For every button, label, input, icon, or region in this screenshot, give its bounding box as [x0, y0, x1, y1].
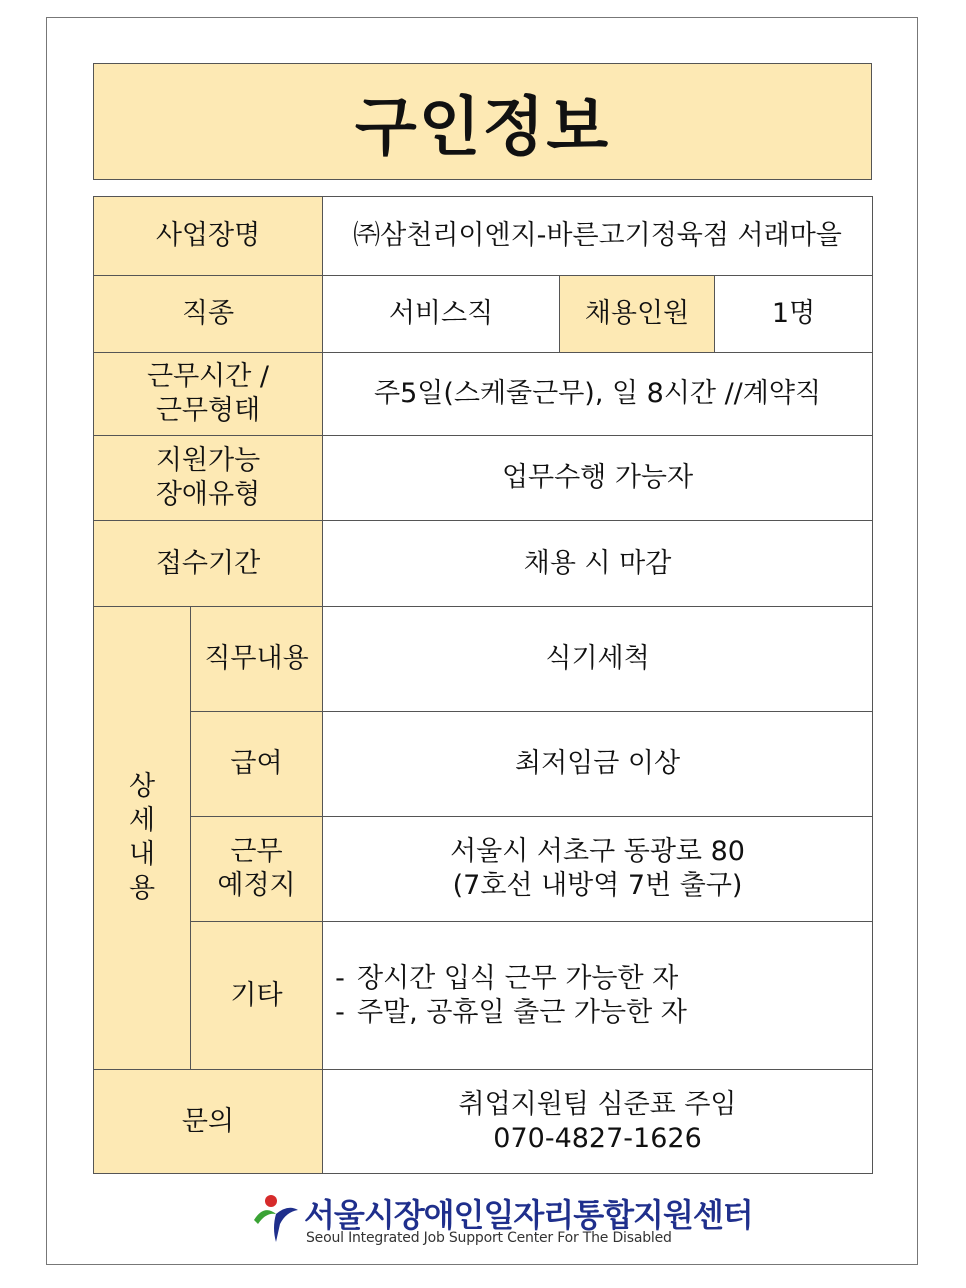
contact-label: 문의	[94, 1070, 323, 1174]
period-label: 접수기간	[94, 521, 323, 607]
details-label-char: 내	[128, 839, 156, 870]
details-label-char: 세	[128, 805, 156, 836]
row-job-type	[94, 276, 873, 353]
location-label	[191, 817, 323, 922]
details-group-label	[94, 607, 191, 1070]
row-salary	[94, 712, 873, 817]
contact-person: 취업지원팀 심준표 주임	[458, 1088, 737, 1120]
title-banner	[93, 63, 872, 180]
location-value-line2: (7호선 내방역 7번 출구)	[452, 870, 743, 901]
row-work-hours	[94, 353, 873, 436]
row-disability	[94, 436, 873, 521]
work-hours-label	[94, 353, 323, 436]
etc-item-text: 장시간 입식 근무 가능한 자	[357, 962, 679, 994]
row-contact	[94, 1070, 873, 1174]
work-hours-value: 주5일(스케줄근무), 일 8시간 //계약직	[323, 353, 873, 436]
etc-item-text: 주말, 공휴일 출근 가능한 자	[357, 996, 687, 1028]
location-label-line1: 근무	[230, 836, 283, 867]
etc-item	[323, 962, 872, 996]
disability-value: 업무수행 가능자	[323, 436, 873, 521]
page-title: 구인정보	[354, 90, 611, 165]
job-type-label: 직종	[94, 276, 323, 353]
etc-item	[323, 996, 872, 1030]
duty-value: 식기세척	[323, 607, 873, 712]
location-label-line2: 예정지	[217, 870, 296, 901]
period-value: 채용 시 마감	[323, 521, 873, 607]
job-info-table	[93, 196, 873, 1174]
row-period	[94, 521, 873, 607]
salary-value: 최저임금 이상	[323, 712, 873, 817]
work-hours-label-line2: 근무형태	[155, 395, 261, 426]
row-etc	[94, 922, 873, 1070]
org-name-en: Seoul Integrated Job Support Center For The Disabled	[306, 1230, 672, 1246]
location-value	[323, 817, 873, 922]
duty-label: 직무내용	[191, 607, 323, 712]
etc-label: 기타	[191, 922, 323, 1070]
business-name-value: ㈜삼천리이엔지-바른고기정육점 서래마을	[323, 197, 873, 276]
disability-label	[94, 436, 323, 521]
work-hours-label-line1: 근무시간 /	[147, 361, 270, 392]
contact-phone: 070-4827-1626	[493, 1122, 702, 1154]
details-label-char: 용	[128, 873, 156, 904]
row-location	[94, 817, 873, 922]
disability-label-line1: 지원가능	[155, 445, 261, 476]
contact-value	[323, 1070, 873, 1174]
details-label-char: 상	[128, 771, 156, 802]
salary-label: 급여	[191, 712, 323, 817]
org-logo	[250, 1192, 753, 1252]
bullet-dash: -	[335, 996, 345, 1028]
job-type-value: 서비스직	[323, 276, 560, 353]
location-value-line1: 서울시 서초구 동광로 80	[450, 836, 745, 867]
org-logo-icon	[250, 1194, 300, 1244]
bullet-dash: -	[335, 962, 345, 994]
org-name-ko: 서울시장애인일자리통합지원센터	[304, 1196, 753, 1234]
row-business-name	[94, 197, 873, 276]
disability-label-line2: 장애유형	[155, 479, 261, 510]
hire-count-label: 채용인원	[560, 276, 715, 353]
row-duty	[94, 607, 873, 712]
hire-count-value: 1명	[715, 276, 873, 353]
business-name-label: 사업장명	[94, 197, 323, 276]
etc-value	[323, 922, 873, 1070]
